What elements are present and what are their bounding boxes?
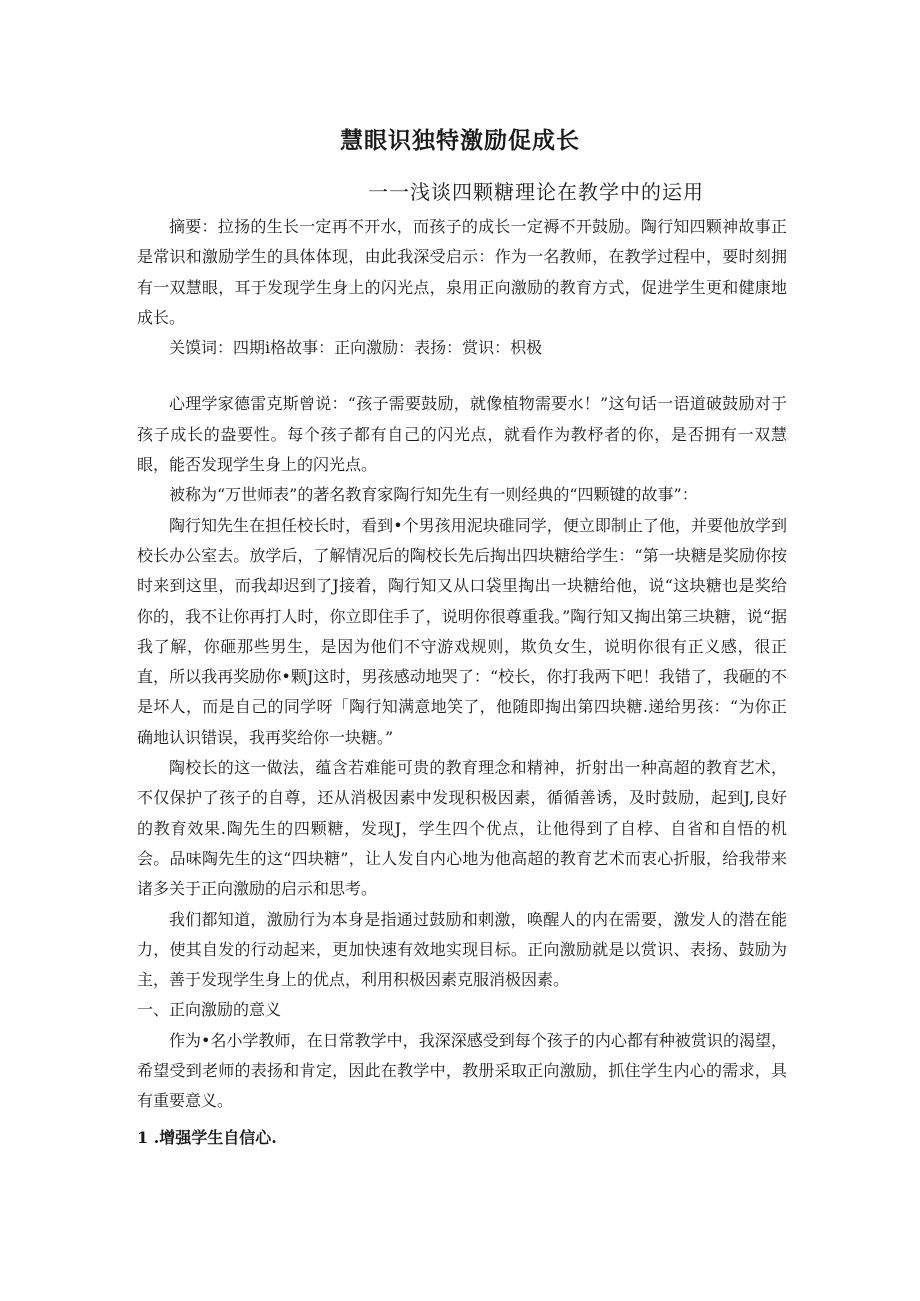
document-body: [137, 212, 787, 1153]
document-title: 慧眼识独特激励促成长: [340, 128, 580, 154]
body-paragraph: 我们都知道，激励行为本身是指通过鼓励和刺激，唤醒人的内在需要，激发人的潜在能力，使其自发的行动起来，更加快速有效地实现目标。正向激励就是以赏识、表扬、鼓励为主，善于发现学生身上的优点，利用积极因素克服消极因素。: [137, 909, 787, 990]
section-paragraph: 作为•名小学教师，在日常教学中，我深深感受到每个孩子的内心都有种被赏识的渴望，希望受到老师的表扬和肯定，因此在教学中，教册采取正向激励，抓住学生内心的需求，具有重要意义。: [137, 1030, 787, 1111]
section-heading: 一、正向激励的意义: [137, 1000, 282, 1020]
body-paragraph: 心理学家德雷克斯曾说：“孩子需要鼓励，就像植物需要水！”这句话一语道破鼓励对于孩子成长的盎要性。每个孩子都有自己的闪光点，就看作为教杼者的你，是否拥有一双慧眼，能否发现学生身上的闪光点。: [137, 394, 787, 475]
abstract-paragraph: 摘要：拉扬的生长一定再不开水，而孩子的成长一定褥不开鼓励。陶行知四颗神故事正是常识和激励学生的具体体现，由此我深受启示：作为一名教师，在教学过程中，要时刻拥有一双慧眼，耳于发现学生身上的闪光点，泉用正向激励的教育方式，促进学生更和健康地成长。: [137, 217, 787, 327]
body-paragraph: 被称为“万世师表”的著名教育家陶行知先生有一则经典的“四颗键的故事”：: [169, 485, 698, 505]
numbered-item: 1 .增强学生自信心.: [137, 1127, 277, 1147]
body-paragraph: 陶行知先生在担任校长时，看到•个男孩用泥块碓同学，便立即制止了他，并要他放学到校长办公室去。放学后，了解情况后的陶校长先后掏出四块糖给学生：“第一块糖是奖励你按时来到这里，而我却迟到了J接着，陶行知又从口袋里掏出一块糖给他，说“这块糖也是奖给你的，我不让你再打人时，你立即住手了，说明你很尊重我。”陶行知又掏出第三块糖，说“据我了解，你砸那些男生，是因为他们不守游戏规则，欺负女生，说明你很有正义感，很正直，所以我再奖励你•颗J这时，男孩感动地哭了：“校长，你打我两下吧！我错了，我砸的不是坏人，而是自己的同学呀「陶行知满意地笑了，他随即掏出第四块糖.递给男孩：“为你正确地认识错误，我再奖给你一块糖。”: [137, 515, 787, 747]
document-subtitle: 一一浅谈四颗糖理论在教学中的运用: [368, 180, 704, 204]
body-paragraph: 陶校长的这一做法，蕴含若难能可贵的教育理念和精神，折射出一种高超的教育艺术，不仅保护了孩子的自尊，还从消极因素中发现积极因素，循循善诱，及时鼓励，起到J,良好的教育效果.陶先生的四颗糖，发现J，学生四个优点，让他得到了自桲、自省和自悟的机会。品味陶先生的这“四块糖”，让人发自内心地为他高超的教育艺术而衷心折服，给我带来诸多关于正向激励的启示和思考。: [137, 758, 787, 899]
keywords-paragraph: 关馍词：四期i格故事：正向激励：表扬：赏识：枳极: [169, 338, 543, 358]
